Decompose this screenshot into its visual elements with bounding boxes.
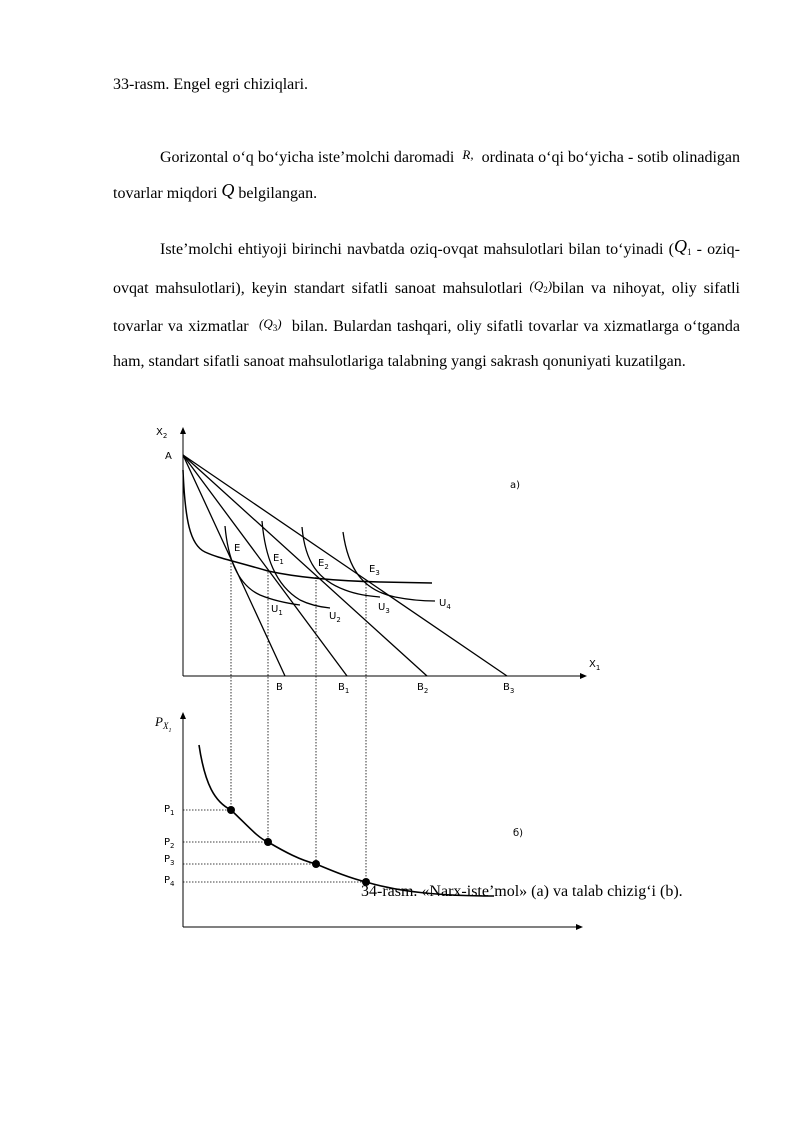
indifference-curve-u1: [225, 526, 300, 605]
symbol-r: R,: [462, 147, 474, 162]
label-p1: $P_1$: [164, 804, 175, 817]
y-axis-label-bottom: $P_{X1}$: [155, 714, 172, 734]
budget-line-b2: [183, 455, 427, 676]
demand-point-3: [312, 860, 320, 868]
para2-text-3: bilan va nihoyat, oliy sifatli tovarlar va xizmatlar: [113, 280, 741, 335]
panel-a-label: a): [510, 480, 521, 491]
symbol-q3: $(Q_3)$: [258, 316, 282, 333]
para1-text-3: belgilangan.: [238, 185, 318, 202]
top-panel: [156, 427, 600, 882]
symbol-q2: $(Q_2)$: [529, 278, 553, 295]
label-b1: $B_1$: [338, 682, 350, 695]
figure-33-caption: 33-rasm. Engel egri chiziqlari.: [113, 76, 309, 93]
para2-text-2: - oziq-ovqat mahsulotlari), keyin standart sifatli sanoat mahsulotlari: [113, 241, 740, 297]
demand-curve: [199, 745, 494, 896]
label-b2: $B_2$: [417, 682, 429, 695]
para1-text-1: Gorizontal o‘q bo‘yicha iste’molchi daromadi: [160, 149, 455, 166]
symbol-q: Q: [221, 180, 235, 200]
para2-text-1: Iste’molchi ehtiyoji birinchi navbatda oziq-ovqat mahsulotlari bilan to‘yinadi (: [160, 241, 674, 258]
label-b3: $B_3$: [503, 682, 515, 695]
label-b: B: [276, 682, 283, 693]
symbol-q1: $Q_1$: [673, 236, 692, 257]
figure-34-caption: 34-rasm. «Narx-iste’mol» (a) va talab chizig‘i (b).: [361, 883, 683, 900]
demand-point-2: [264, 838, 272, 846]
point-a-label: A: [165, 451, 172, 462]
para2-text-4: bilan. Bulardan tashqari, oliy sifatli tovarlar va xizmatlarga o‘tganda ham, standart sifatli sanoat mahsulotlariga talabning yangi sakrash qonuniyati kuzatilgan.: [113, 318, 741, 370]
label-e1: $E_1$: [273, 553, 284, 566]
label-u1: $U_1$: [271, 604, 283, 617]
label-e: E: [234, 543, 241, 554]
y-axis-label-top: $X_2$: [156, 427, 168, 440]
panel-b-label: б): [513, 828, 524, 839]
label-u3: $U_3$: [378, 602, 390, 615]
label-e2: $E_2$: [318, 558, 329, 571]
demand-point-1: [227, 806, 235, 814]
label-p4: $P_4$: [164, 875, 175, 888]
price-consumption-curve: [183, 470, 432, 583]
indifference-curve-u4: [343, 532, 435, 601]
label-u4: $U_4$: [439, 598, 451, 611]
label-p2: $P_2$: [164, 837, 175, 850]
x-axis-label-top: $X_1$: [589, 659, 601, 672]
label-u2: $U_2$: [329, 611, 341, 624]
label-e3: $E_3$: [369, 564, 380, 577]
para1-text-2: ordinata o‘qi bo‘yicha - sotib olinadigan tovarlar miqdori: [113, 149, 741, 202]
budget-line-b3: [183, 455, 507, 676]
label-p3: $P_3$: [164, 854, 175, 867]
